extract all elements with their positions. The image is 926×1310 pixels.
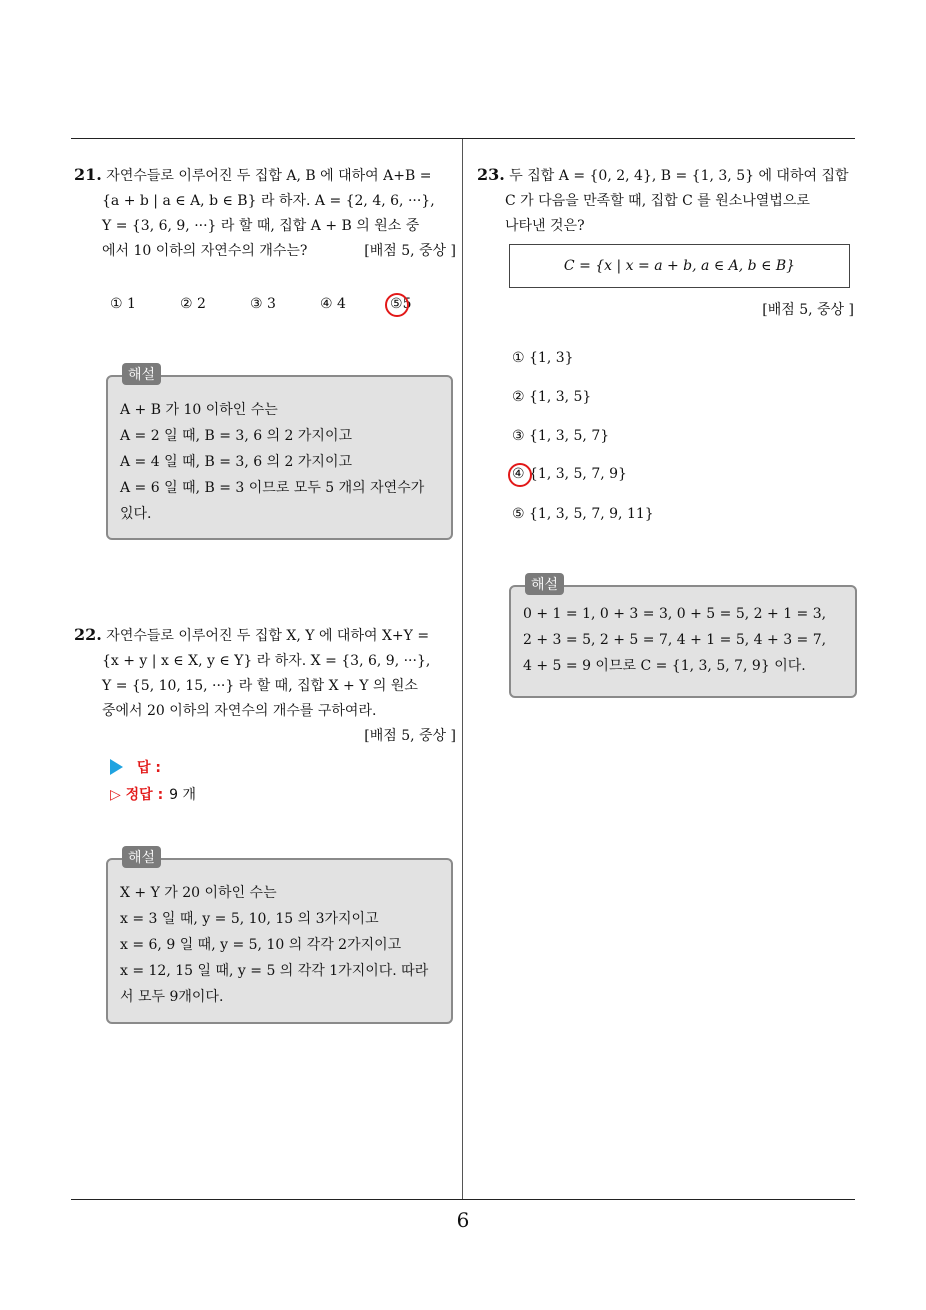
choice-5[interactable]: ⑤5 — [390, 296, 440, 312]
choice-2[interactable]: ② 2 — [180, 296, 206, 312]
question-21-text: 21. 자연수들로 이루어진 두 집합 A, B 에 대하여 A+B = {a + b | a ∈ A, b ∈ B} 라 하자. A = {2, 4, 6, ···}, Y = {3, 6, 9, ···} 라 할 때, 집합 A + B 의 원소 중 에서 10 이하의 자연수의 개수는? [배점 5, 중상 ] — [74, 162, 456, 264]
choice-4[interactable]: ④ {1, 3, 5, 7, 9} — [512, 466, 627, 482]
choice-5[interactable]: ⑤ {1, 3, 5, 7, 9, 11} — [512, 506, 654, 522]
choice-3[interactable]: ③ {1, 3, 5, 7} — [512, 428, 610, 444]
selected-answer-mark — [385, 293, 409, 317]
solution-box-22: 해설 X + Y 가 20 이하인 수는 x = 3 일 때, y = 5, 10, 15 의 3가지이고 x = 6, 9 일 때, y = 5, 10 의 각각 2가지이고 x = 12, 15 일 때, y = 5 의 각각 1가지이다. 따라 서 모두 9개이다. — [106, 858, 453, 1024]
choice-3[interactable]: ③ 3 — [250, 296, 276, 312]
solution-box-23: 해설 0 + 1 = 1, 0 + 3 = 3, 0 + 5 = 5, 2 + 1 = 3, 2 + 3 = 5, 2 + 5 = 7, 4 + 1 = 5, 4 + 3 = 7, 4 + 5 = 9 이므로 C = {1, 3, 5, 7, 9} 이다. — [509, 585, 857, 698]
solution-box-21: 해설 A + B 가 10 이하인 수는 A = 2 일 때, B = 3, 6 의 2 가지이고 A = 4 일 때, B = 3, 6 의 2 가지이고 A = 6 일 때, B = 3 이므로 모두 5 개의 자연수가 있다. — [106, 375, 453, 540]
condition-text: C = {x | x = a + b, a ∈ A, b ∈ B} — [563, 258, 796, 274]
choice-1[interactable]: ① {1, 3} — [512, 350, 574, 366]
question-number: 22. — [74, 625, 102, 644]
question-number: 23. — [477, 165, 505, 184]
condition-box — [509, 244, 850, 288]
question-23 — [477, 162, 857, 239]
solution-tag: 해설 — [122, 363, 161, 385]
solution-tag: 해설 — [122, 846, 161, 868]
correct-answer-label: ▷ 정답 : — [110, 787, 164, 803]
score-meta: [배점 5, 중상 ] — [364, 728, 456, 744]
score-meta: [배점 5, 중상 ] — [364, 243, 456, 259]
correct-answer-line — [110, 784, 196, 804]
answer-label: 답 : — [137, 760, 161, 776]
question-22-text: 22. 자연수들로 이루어진 두 집합 X, Y 에 대하여 X+Y = {x + y | x ∈ X, y ∈ Y} 라 하자. X = {3, 6, 9, ···}, Y = {5, 10, 15, ···} 라 할 때, 집합 X + Y 의 원소 중에서 20 이하의 자연수의 개수를 구하여라. [배점 5, 중상 ] — [74, 622, 456, 749]
choice-2[interactable]: ② {1, 3, 5} — [512, 389, 592, 405]
solution-tag: 해설 — [525, 573, 564, 595]
page-number: 6 — [456, 1208, 470, 1232]
question-23-text: 23. 두 집합 A = {0, 2, 4}, B = {1, 3, 5} 에 대하여 집합 C 가 다음을 만족할 때, 집합 C 를 원소나열법으로 나타낸 것은? — [477, 165, 849, 234]
answer-line — [110, 757, 161, 777]
question-21 — [74, 162, 456, 264]
choice-4[interactable]: ④ 4 — [320, 296, 346, 312]
question-22 — [74, 622, 456, 749]
bottom-rule — [71, 1199, 855, 1200]
column-divider — [462, 139, 463, 1200]
choice-1[interactable]: ① 1 — [110, 296, 136, 312]
top-rule — [71, 138, 855, 139]
correct-answer-value: 9 개 — [169, 787, 197, 803]
play-triangle-icon — [110, 759, 123, 775]
question-number: 21. — [74, 165, 102, 184]
selected-answer-mark — [508, 463, 532, 487]
question-21-choices — [110, 296, 450, 312]
score-meta: [배점 5, 중상 ] — [762, 302, 854, 318]
